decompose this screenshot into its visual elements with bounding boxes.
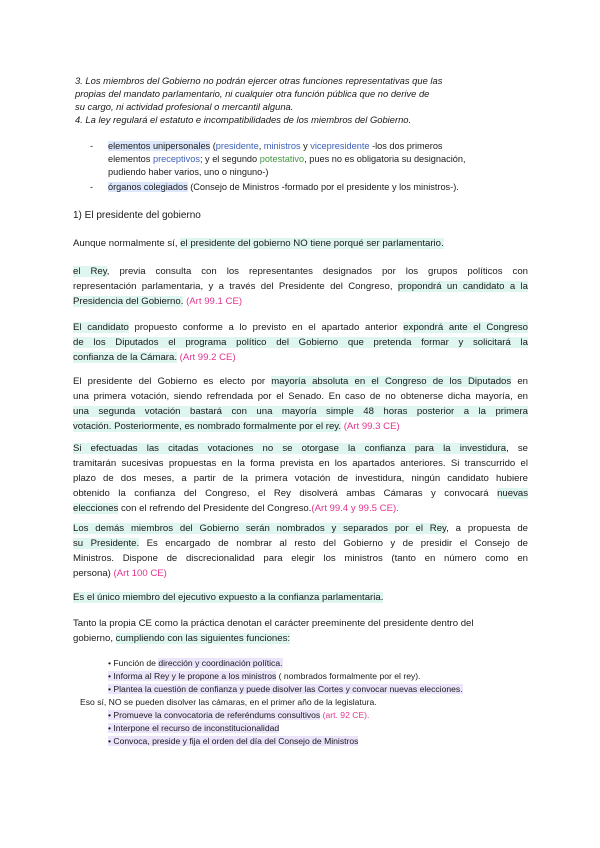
text: , — [258, 141, 264, 151]
text: pudiendo haber varios, uno o ninguno-) — [108, 167, 269, 177]
text: obtenido la confianza del Congreso, el Rey disolverá ambas Cámaras y convocará — [73, 488, 498, 499]
highlight: El candidato — [73, 322, 129, 333]
text: • Función de — [108, 658, 159, 668]
text: ( — [210, 141, 216, 151]
intro-line-4: 4. La ley regulará el estatuto e incompatibilidades de los miembros del Gobierno. — [75, 114, 412, 125]
highlight: una segunda votación bastará con una mayoría simple 48 horas posterior a la primera — [73, 406, 528, 417]
text: persona) — [73, 568, 111, 579]
function-item — [108, 683, 533, 696]
paragraph-4 — [73, 374, 528, 434]
function-note: Eso sí, NO se pueden disolver las cámaras, en el primer año de la legislatura. — [80, 697, 377, 707]
text: ; y el segundo — [199, 154, 260, 164]
text: gobierno, — [73, 633, 116, 644]
text: con el refrendo del Presidente del Congreso. — [118, 503, 312, 514]
term-potestativo: potestativo — [259, 154, 305, 164]
highlight: • Informa al Rey y le propone a los ministros — [108, 671, 277, 681]
text: en — [511, 376, 528, 387]
list-item-colegiados — [90, 181, 535, 194]
text: y — [300, 141, 311, 151]
text: , pues no es obligatoria su designación, — [304, 154, 466, 164]
text: (Consejo de Ministros -formado por el presidente y los ministros-). — [187, 182, 459, 192]
highlight: nuevas — [497, 488, 528, 499]
intro-line-3: su cargo, ni actividad profesional o mercantil alguna. — [75, 101, 294, 112]
text: Ministros. Dispone de discrecionalidad para elegir los ministros (tanto en número como en — [73, 553, 528, 564]
article-ref: (Art 99.2 CE) — [177, 352, 236, 363]
paragraph-5 — [73, 441, 528, 516]
term-vicepresidente: vicepresidente — [310, 141, 370, 151]
highlight: Los demás miembros del Gobierno serán nombrados y separados por el Rey — [73, 523, 447, 534]
highlight: mayoría absoluta en el Congreso de los Diputados — [271, 376, 512, 387]
highlight: votación. Posteriormente, es nombrado formalmente por el rey. — [73, 421, 342, 432]
article-ref: (art. 92 CE). — [320, 710, 370, 720]
paragraph-8 — [73, 616, 528, 646]
highlight: • Plantea la cuestión de confianza y puede disolver las Cortes y convocar nuevas elecciones. — [108, 684, 463, 694]
text: elementos — [108, 154, 153, 164]
text: propuesto conforme a lo previsto en el apartado anterior — [128, 322, 404, 333]
highlight: cumpliendo con las siguientes funciones: — [115, 633, 291, 644]
highlight: dirección y coordinación política. — [158, 658, 283, 668]
highlight: • Convoca, preside y fija el orden del día del Consejo de Ministros — [108, 736, 359, 746]
function-item — [108, 709, 533, 722]
function-item — [108, 670, 533, 683]
article-ref: (Art 99.3 CE) — [341, 421, 400, 432]
intro-line-1: 3. Los miembros del Gobierno no podrán ejercer otras funciones representativas que las — [75, 75, 443, 86]
text: , a propuesta de — [446, 523, 528, 534]
intro-line-2: propias del mandato parlamentario, ni cualquier otra función pública que no derive de — [75, 88, 430, 99]
text: Es encargado de nombrar al resto del Gobierno y de presidir el Consejo de — [139, 538, 528, 549]
list-dash: - — [90, 182, 94, 192]
text: El presidente del Gobierno es electo por — [73, 376, 272, 387]
term-preceptivos: preceptivos — [152, 154, 200, 164]
highlight: elecciones — [73, 503, 119, 514]
text: , previa consulta con los representantes designados por los grupos políticos con — [106, 266, 528, 277]
term-ministros: ministros — [263, 141, 301, 151]
paragraph-6 — [73, 521, 528, 581]
highlight: • Promueve la convocatoria de referéndums consultivos — [108, 710, 321, 720]
term-colegiados: órganos colegiados — [108, 182, 188, 192]
highlight: confianza de la Cámara. — [73, 352, 177, 363]
text: , se — [506, 443, 529, 454]
term-unipersonales: elementos unipersonales — [108, 141, 211, 151]
paragraph-7 — [73, 590, 528, 605]
paragraph-1 — [73, 236, 528, 251]
highlight: Es el único miembro del ejecutivo expuesto a la confianza parlamentaria. — [73, 592, 384, 603]
highlight: expondrá ante el Congreso — [403, 322, 528, 333]
highlight: el presidente del gobierno NO tiene porqué ser parlamentario. — [180, 238, 444, 249]
article-ref: (Art 100 CE) — [110, 568, 167, 579]
function-item — [108, 657, 533, 670]
highlight: • Interpone el recurso de inconstitucionalidad — [108, 723, 280, 733]
text: ( nombrados formalmente por el rey). — [276, 671, 421, 681]
text: tramitarán sucesivas propuestas en la forma prevista en los apartados anteriores. Si transcurrido el — [73, 458, 528, 469]
highlight: Presidencia del Gobierno. — [73, 296, 184, 307]
text: Aunque normalmente sí, — [73, 238, 181, 249]
highlight: propondrá un candidato a la — [397, 281, 528, 292]
text: una primera votación, siendo refrendada por el Senado. En caso de no obtenerse dicha mayoría, en — [73, 391, 528, 402]
function-item — [108, 735, 533, 748]
intro-articles — [75, 74, 535, 126]
government-elements-list — [90, 140, 535, 194]
highlight: Si efectuadas las citadas votaciones no se otorgase la confianza para la investidura — [73, 443, 507, 454]
list-dash: - — [90, 141, 94, 151]
functions-list — [80, 657, 533, 748]
highlight: su Presidente. — [73, 538, 140, 549]
paragraph-2 — [73, 264, 528, 309]
article-ref: (Art 99.4 y 99.5 CE). — [311, 503, 399, 514]
article-ref: (Art 99.1 CE) — [183, 296, 243, 307]
term-presidente: presidente — [215, 141, 259, 151]
function-item — [108, 722, 533, 735]
paragraph-3 — [73, 320, 528, 365]
text: -los dos primeros — [369, 141, 443, 151]
highlight: de los Diputados el programa político del Gobierno que pretenda formar y solicitará la — [73, 337, 528, 348]
text: Tanto la propia CE como la práctica denotan el carácter preeminente del presidente dentro del — [73, 618, 474, 629]
list-item-unipersonales — [90, 140, 535, 179]
highlight: el Rey — [73, 266, 107, 277]
text: plazo de dos meses, a partir de la primera votación de investidura, ningún candidato hubiere — [73, 473, 528, 484]
text: representación parlamentaria, y a través del Presidente del Congreso, — [73, 281, 398, 292]
section-heading: 1) El presidente del gobierno — [73, 210, 201, 221]
